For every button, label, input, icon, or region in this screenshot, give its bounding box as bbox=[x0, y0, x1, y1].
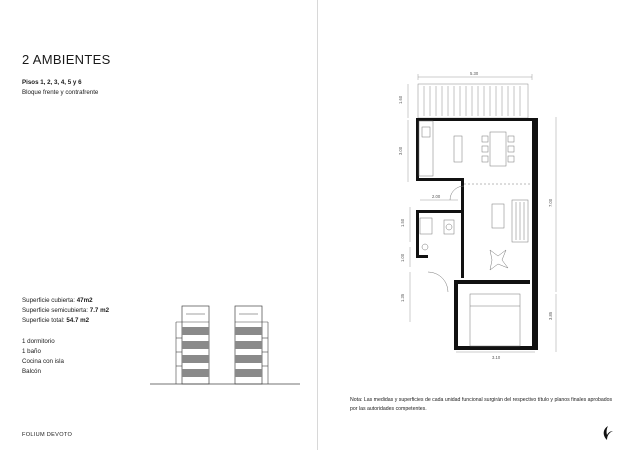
dim-balcony: 1.60 bbox=[398, 95, 403, 104]
dim-bath-height: 1.50 bbox=[400, 218, 405, 227]
disclaimer-note: Nota: Las medidas y superficies de cada unidad funcional surgirán del respectivo título y planos finales aprobados por las autoridades competentes. bbox=[350, 397, 613, 412]
dim-bottom: 3.10 bbox=[492, 355, 501, 360]
brand-logo-icon bbox=[601, 425, 615, 441]
dim-bed-right: 3.85 bbox=[548, 311, 553, 320]
feature-list bbox=[22, 337, 64, 377]
feature-item: Cocina con isla bbox=[22, 358, 64, 365]
dim-hall: 1.00 bbox=[400, 253, 405, 262]
dim-bed-left: 1.35 bbox=[400, 293, 405, 302]
feature-item: Balcón bbox=[22, 368, 41, 375]
brand-footer: FOLIUM DEVOTO bbox=[22, 432, 73, 438]
dim-bath-width: 2.00 bbox=[432, 194, 441, 199]
block-label: Bloque frente y contrafrente bbox=[22, 89, 99, 96]
surface-list bbox=[22, 296, 109, 326]
dim-top: 5.30 bbox=[470, 71, 479, 76]
surface-covered: Superficie cubierta: 47m2 bbox=[22, 297, 93, 304]
surface-semicovered: Superficie semicubierta: 7.7 m2 bbox=[22, 307, 110, 314]
dim-right: 7.00 bbox=[548, 198, 553, 207]
dim-kitchen: 3.00 bbox=[398, 146, 403, 155]
building-elevation-diagram bbox=[150, 300, 300, 390]
feature-item: 1 dormitorio bbox=[22, 338, 55, 345]
floor-plan bbox=[380, 62, 580, 362]
surface-total: Superficie total: 54.7 m2 bbox=[22, 317, 90, 324]
page-title: 2 AMBIENTES bbox=[22, 52, 111, 67]
page-divider bbox=[317, 0, 318, 450]
floors-label: Pisos 1, 2, 3, 4, 5 y 6 bbox=[22, 79, 82, 86]
feature-item: 1 baño bbox=[22, 348, 41, 355]
